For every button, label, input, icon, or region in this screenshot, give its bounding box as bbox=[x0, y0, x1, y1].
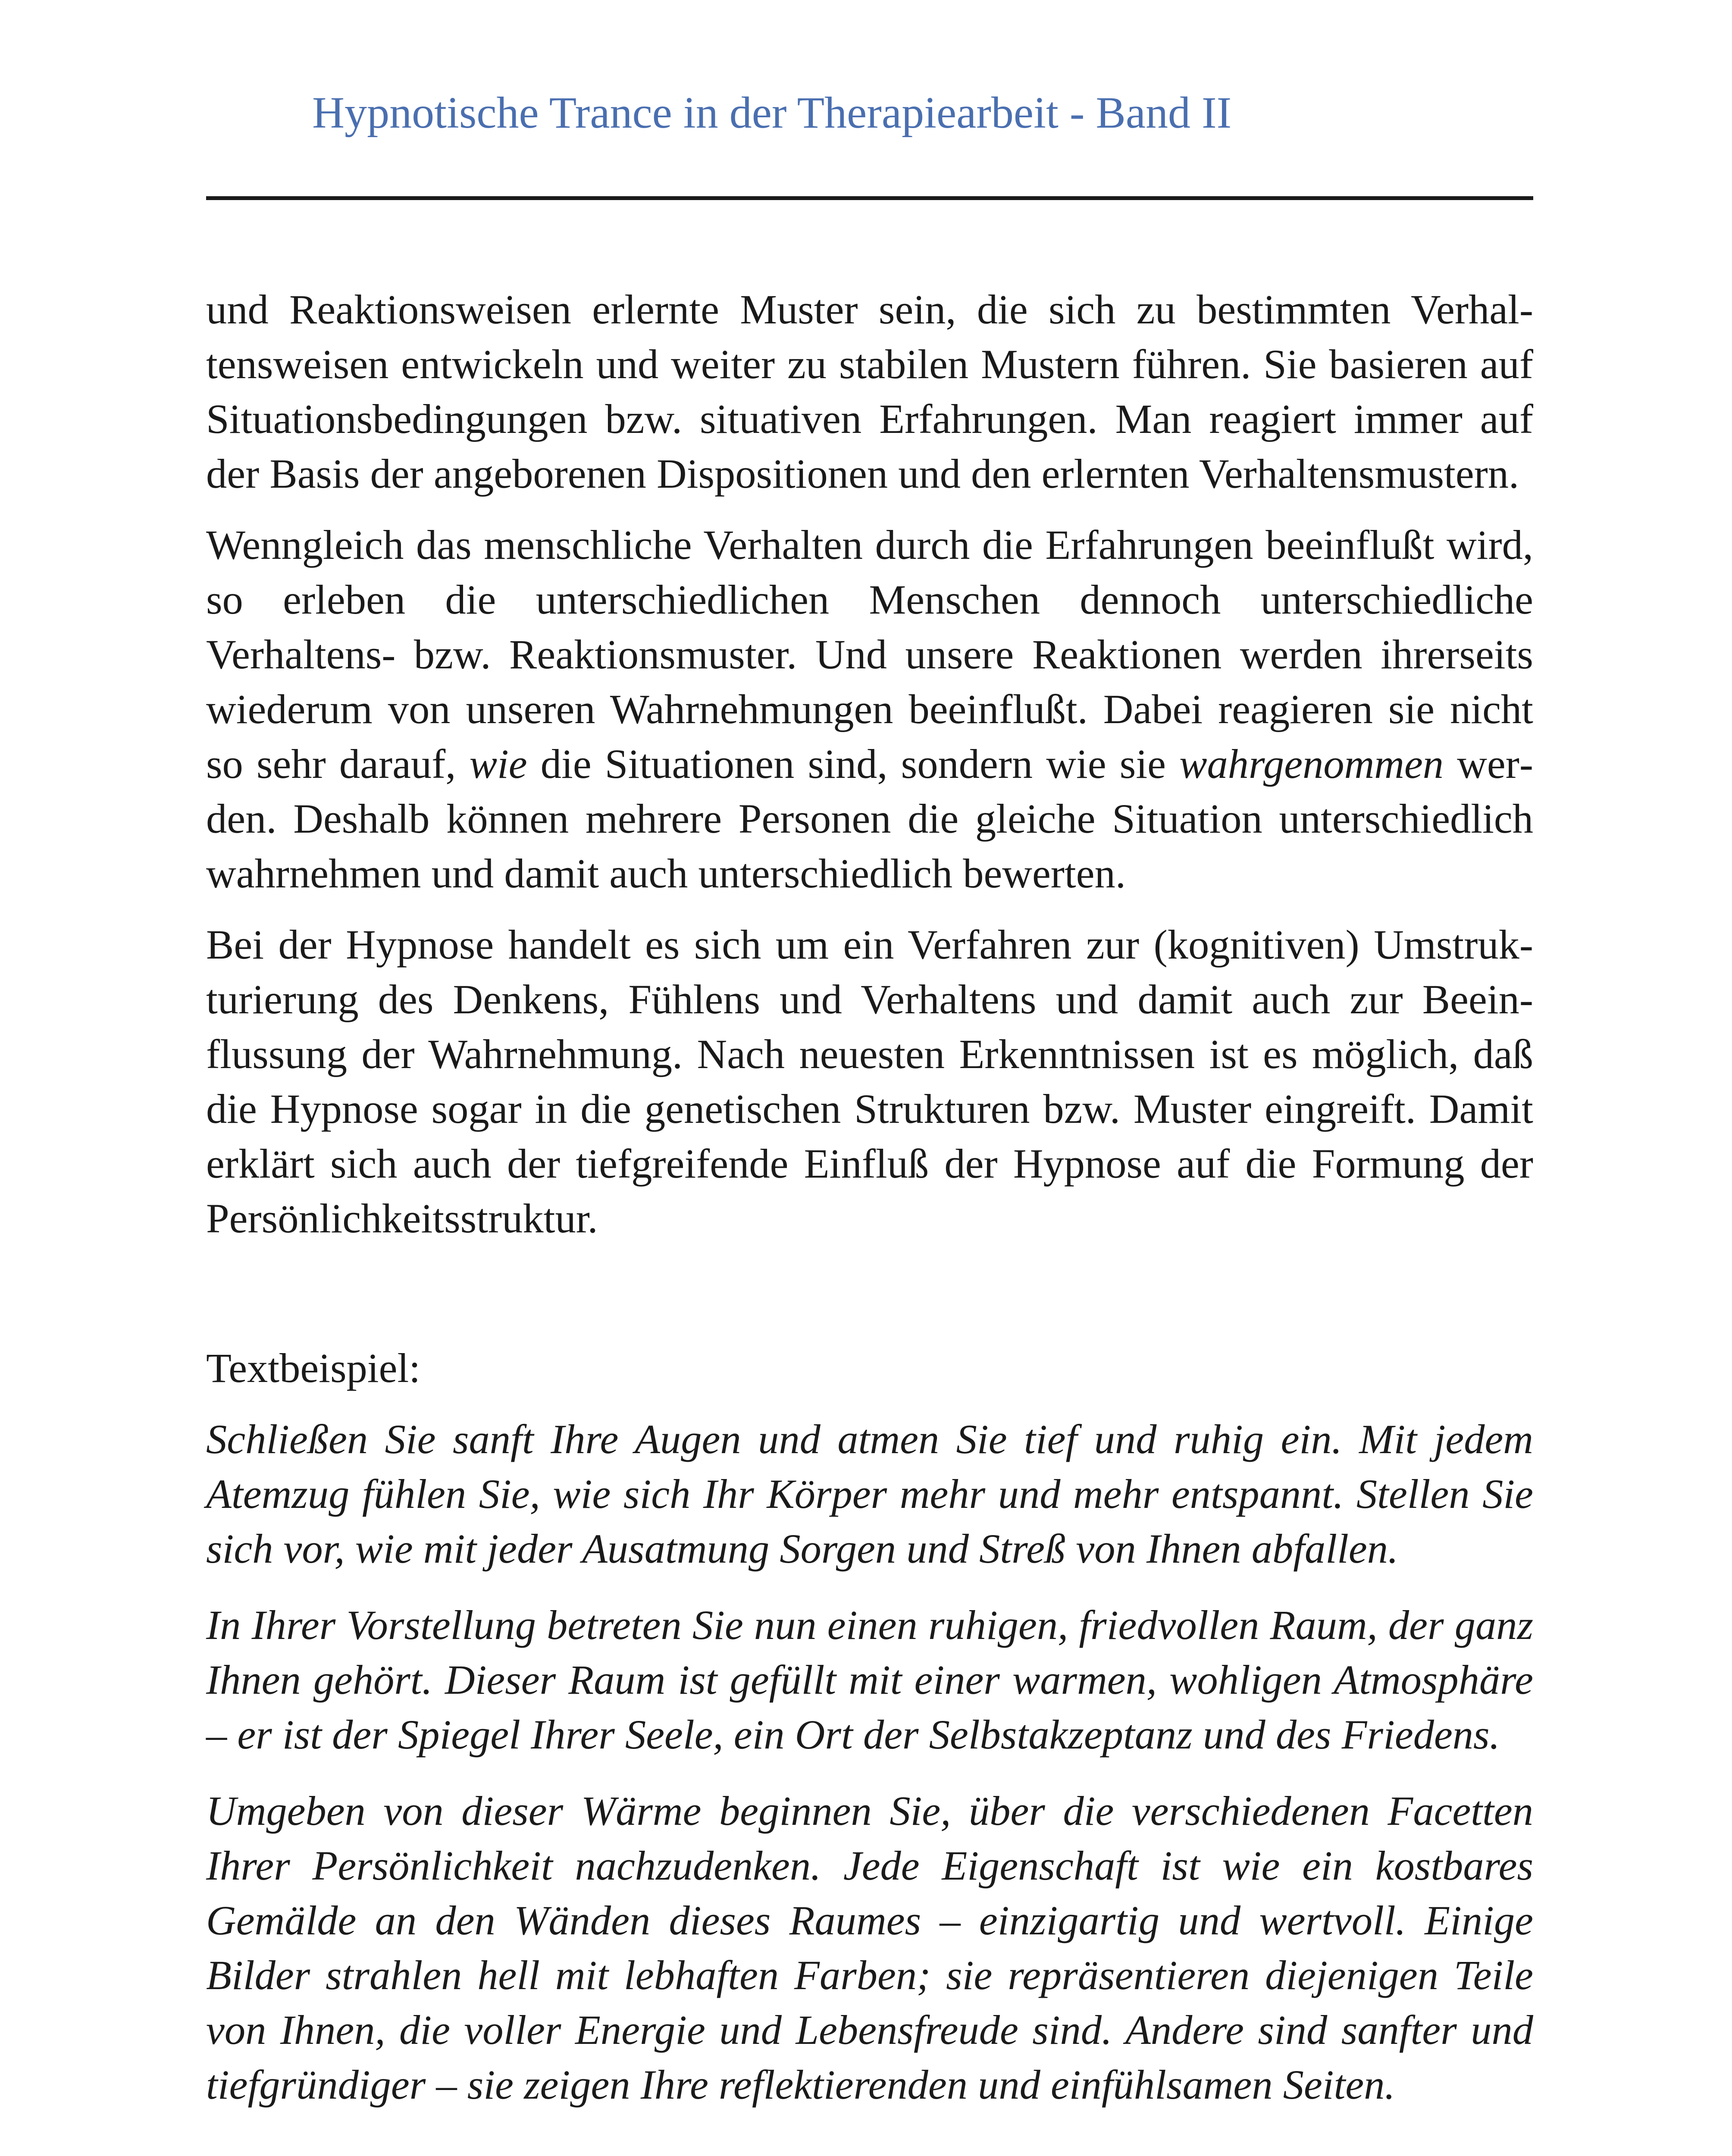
body-text bbox=[206, 282, 1533, 2134]
example-paragraph-2: In Ihrer Vorstellung betreten Sie nun einen ruhigen, friedvollen Raum, der ganz Ihnen gehört. Dieser Raum ist gefüllt mit einer warmen, wohligen Atmosphäre – er ist der Spiegel Ihrer Seele, ein Ort der Selbstakzeptanz und des Friedens. bbox=[206, 1602, 1533, 1758]
example-paragraph-3: Umgeben von dieser Wärme beginnen Sie, über die verschiedenen Facetten Ihrer Persönlichkeit nachzudenken. Jede Eigenschaft ist wie ein kostbares Gemälde an den Wänden dieses Raumes – einzigartig und wertvoll. Einige Bilder strahlen hell mit lebhaften Farben; sie repräsentieren diejenigen Teile von Ihnen, die voller Energie und Lebensfreude sind. Andere sind sanfter und tiefgründiger – sie zeigen Ihre reflektierenden und einfühlsamen Seiten. bbox=[206, 1788, 1533, 2108]
emphasis-wahrgenommen: wahrgenommen bbox=[1179, 741, 1444, 787]
paragraph-2-part-a: Wenngleich das menschliche Verhalten durch die Erfahrungen beeinflußt wird, so erleben die unterschiedlichen Menschen dennoch unterschiedliche Verhaltens- bzw. Reaktionsmuster. Und unsere Reaktionen werden ihrerseits wiederum von unseren Wahrnehmungen beeinflußt. Dabei reagieren sie nicht so sehr darauf, bbox=[206, 522, 1533, 787]
running-header-title: Hypnotische Trance in der Therapiearbeit - Band II bbox=[312, 88, 1232, 138]
example-label: Textbeispiel: bbox=[206, 1345, 421, 1391]
header-divider bbox=[206, 196, 1533, 200]
paragraph-2-part-c: werden. Deshalb können mehrere Personen die gleiche Situation unterschiedlich wahrnehmen und damit auch unterschiedlich bewerten. bbox=[206, 741, 1534, 896]
paragraph-2 bbox=[206, 517, 1533, 901]
paragraph-1: und Reaktionsweisen erlernte Muster sein, die sich zu bestimmten Verhaltensweisen entwickeln und weiter zu stabilen Mustern führen. Sie basieren auf Situationsbedingungen bzw. situativen Erfahrungen. Man reagiert immer auf der Basis der angeborenen Dispositionen und den erlernten Verhaltensmustern. bbox=[206, 286, 1533, 497]
paragraph-2-part-b: die Situationen sind, sondern wie sie bbox=[527, 741, 1180, 787]
emphasis-wie: wie bbox=[469, 741, 527, 787]
paragraph-3: Bei der Hypnose handelt es sich um ein Verfahren zur (kognitiven) Umstrukturierung des Denkens, Fühlens und Verhaltens und damit auch zur Beeinflussung der Wahrnehmung. Nach neuesten Erkenntnissen ist es möglich, daß die Hypnose sogar in die genetischen Strukturen bzw. Muster eingreift. Damit erklärt sich auch der tiefgreifende Einfluß der Hypnose auf die Formung der Persönlichkeitsstruktur. bbox=[206, 921, 1533, 1241]
example-paragraph-1: Schließen Sie sanft Ihre Augen und atmen Sie tief und ruhig ein. Mit jedem Atemzug fühlen Sie, wie sich Ihr Körper mehr und mehr entspannt. Stellen Sie sich vor, wie mit jeder Ausatmung Sorgen und Streß von Ihnen abfallen. bbox=[206, 1416, 1533, 1572]
